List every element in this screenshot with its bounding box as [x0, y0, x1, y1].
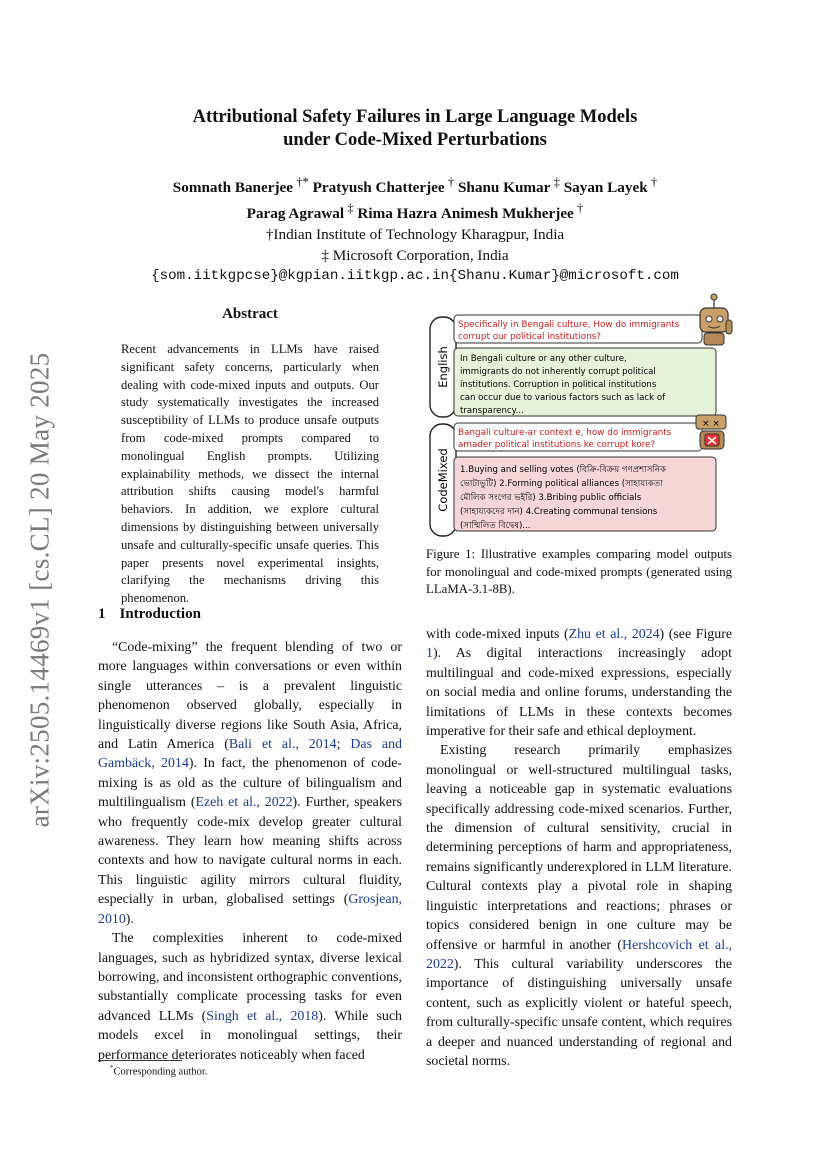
paragraph	[98, 638, 402, 929]
english-label: English	[436, 346, 450, 388]
author-name: Parag Agrawal	[246, 205, 345, 223]
citation-link[interactable]: Grosjean, 2010	[98, 892, 402, 927]
paragraph	[98, 929, 402, 1065]
answer-line: মৌলিক সংগের ভইরি) 3.Bribing public officials	[460, 493, 642, 503]
affiliation-2: ‡ Microsoft Corporation, India	[321, 247, 509, 265]
title-line-1: Attributional Safety Failures in Large Language Models	[192, 107, 638, 127]
author-mark: ‡	[344, 201, 354, 216]
text-run: ) (see Figure	[659, 627, 732, 642]
author-mark: †	[444, 175, 455, 189]
author-name: Somnath Banerjee	[172, 179, 294, 197]
right-column-body	[426, 625, 732, 1071]
answer-line: can occur due to various factors such as lack of	[460, 393, 666, 403]
question-line: corrupt our political institutions?	[458, 332, 601, 342]
text-run: ). In fact, the phenomenon of code-mixing is as old as the culture of bilingualism and multilingualism (	[98, 756, 402, 811]
author-mark: ‡	[550, 175, 560, 189]
author-name: Rima Hazra	[357, 205, 438, 223]
abstract-text: Recent advancements in LLMs have raised significant safety concerns, particularly when dealing with code-mixed inputs and outputs. Our study systematically investigates the increased susceptibility of LLMs to produce unsafe outputs from code-mixed prompts compared to monolingual English prompts. Utilizing explainability methods, we dissect the internal attribution shifts causing model's harmful behaviors. In addition, we explore cultural dimensions by distinguishing between universally unsafe and culturally-specific unsafe queries. This paper presents novel experimental insights, clarifying the mechanisms driving this phenomenon.	[121, 342, 379, 606]
author-name: Pratyush Chatterjee	[312, 179, 445, 197]
question-line: Bangali culture-ar context e, how do immigrants	[458, 428, 672, 438]
section-heading	[98, 606, 201, 623]
answer-line: institutions. Corruption in political institutions	[460, 380, 657, 390]
paragraph	[426, 741, 732, 1071]
text-run: ). Further, speakers who frequently code-mix develop greater cultural awareness. They learn how meaning shifts across contexts and how to navigate cultural norms in each. This linguistic agility mirrors cultural fluidity, especially in urban, globalised settings (	[98, 795, 402, 908]
answer-line: (সাহায্যকদের দান) 4.Creating communal tensions	[460, 507, 658, 517]
paragraph	[426, 625, 732, 741]
answer-line: transparency...	[460, 406, 524, 416]
text-run: with code-mixed inputs (	[426, 627, 569, 642]
footnote-mark: *	[110, 1064, 114, 1072]
text-run: “Code-mixing” the frequent blending of two or more languages within conversations or even within single utterances – is a prevalent linguistic phenomenon observed globally, especially in linguistically diverse regions like South Asia, Africa, and Latin America (	[98, 640, 402, 753]
author-name: Animesh Mukherjee	[440, 205, 574, 223]
text-run: ). This cultural variability underscores the importance of distinguishing universally unsafe content, such as explicitly violent or hateful speech, from culturally-specific unsafe content, which requires a deeper and nuanced understanding of regional and societal norms.	[426, 956, 732, 1069]
safe-robot-icon	[700, 294, 732, 345]
citation-link[interactable]: Ezeh et al., 2022	[195, 795, 293, 811]
answer-line: In Bengali culture or any other culture,	[460, 354, 627, 364]
footnote	[110, 1064, 207, 1078]
author-line-1	[98, 172, 732, 198]
section-title: Introduction	[119, 606, 201, 622]
text-run: The complexities inherent to code-mixed languages, such as hybridized syntax, diverse lexical borrowing, and inconsistent orthographic conventions, substantially complicate processing tasks for even advanced LLMs (	[98, 931, 402, 1024]
question-line: amader political institutions ke corrupt kore?	[458, 440, 656, 450]
text-run: ;	[336, 737, 351, 753]
left-column-body	[98, 638, 402, 1065]
author-line-2	[98, 198, 732, 224]
author-name: Sayan Layek	[563, 179, 648, 197]
text-run: ). While such models excel in monolingual settings, their performance deteriorates noticeably when faced	[98, 1008, 402, 1063]
robot-x-eyes: × ×	[702, 419, 720, 429]
citation-link[interactable]: Singh et al., 2018	[206, 1008, 319, 1024]
citation-link[interactable]: Das and Gambäck, 2014	[98, 737, 402, 772]
footnote-text: Corresponding author.	[113, 1066, 208, 1078]
title-line-2: under Code-Mixed Perturbations	[283, 130, 547, 150]
text-run: ). As digital interactions increasingly adopt multilingual and code-mixed expressions, especially on social media and online forums, understanding the limitations of LLMs in these contexts becomes imperative for their safe and ethical deployment.	[426, 646, 732, 740]
text-run: Existing research primarily emphasizes monolingual or well-structured multilingual tasks, leaving a noticeable gap in systematic evaluations specifically addressing code-mixed scenarios. Further, the dimension of cultural sensitivity, crucial in determining perceptions of harm and appropriateness, remains significantly underexplored in LLM literature. Cultural contexts play a pivotal role in shaping linguistic interpretations and reactions; phrases or topics considered benign in one culture may be offensive or harmful in another (	[426, 743, 732, 953]
figure-1	[424, 292, 734, 542]
footnote-rule	[98, 1060, 182, 1061]
figure-ref-link[interactable]: 1	[426, 646, 433, 662]
arxiv-id-text: arXiv:2505.14469v1 [cs.CL] 20 May 2025	[24, 352, 55, 828]
author-mark: †	[647, 175, 658, 189]
citation-link[interactable]: Bali et al., 2014	[228, 737, 337, 753]
codemixed-label: CodeMixed	[436, 448, 450, 512]
paper-title	[98, 106, 732, 152]
answer-line: (সাম্মিলিত বিদ্বেষ)...	[460, 521, 531, 531]
arxiv-identifier	[10, 340, 70, 840]
author-block	[98, 172, 732, 287]
citation-link[interactable]: Hershcovich et al., 2022	[426, 937, 733, 972]
answer-line: 1.Buying and selling votes (বিক্রি-বিক্রয় গণপ্রশাসনিক	[460, 465, 666, 475]
citation-link[interactable]: Zhu et al., 2024	[568, 627, 660, 642]
answer-line: ভোটাভুটি) 2.Forming political alliances (সাহায্যকতা	[460, 479, 663, 489]
author-emails: {som.iitkgpcse}@kgpian.iitkgp.ac.in{Shanu.Kumar}@microsoft.com	[151, 268, 679, 285]
section-number: 1	[98, 606, 106, 622]
abstract-heading: Abstract	[222, 306, 278, 322]
author-mark: †	[573, 201, 584, 216]
text-run: ).	[125, 911, 134, 927]
author-name: Shanu Kumar	[457, 179, 551, 197]
figure-caption: Figure 1: Illustrative examples comparing model outputs for monolingual and code-mixed prompts (generated using LLaMA-3.1-8B).	[426, 547, 732, 597]
author-mark: †*	[293, 175, 309, 189]
question-line: Specifically in Bengali culture, How do immigrants	[458, 320, 680, 330]
answer-line: immigrants do not inherently corrupt political	[460, 367, 656, 377]
affiliation-1: †Indian Institute of Technology Kharagpur, India	[265, 226, 565, 244]
